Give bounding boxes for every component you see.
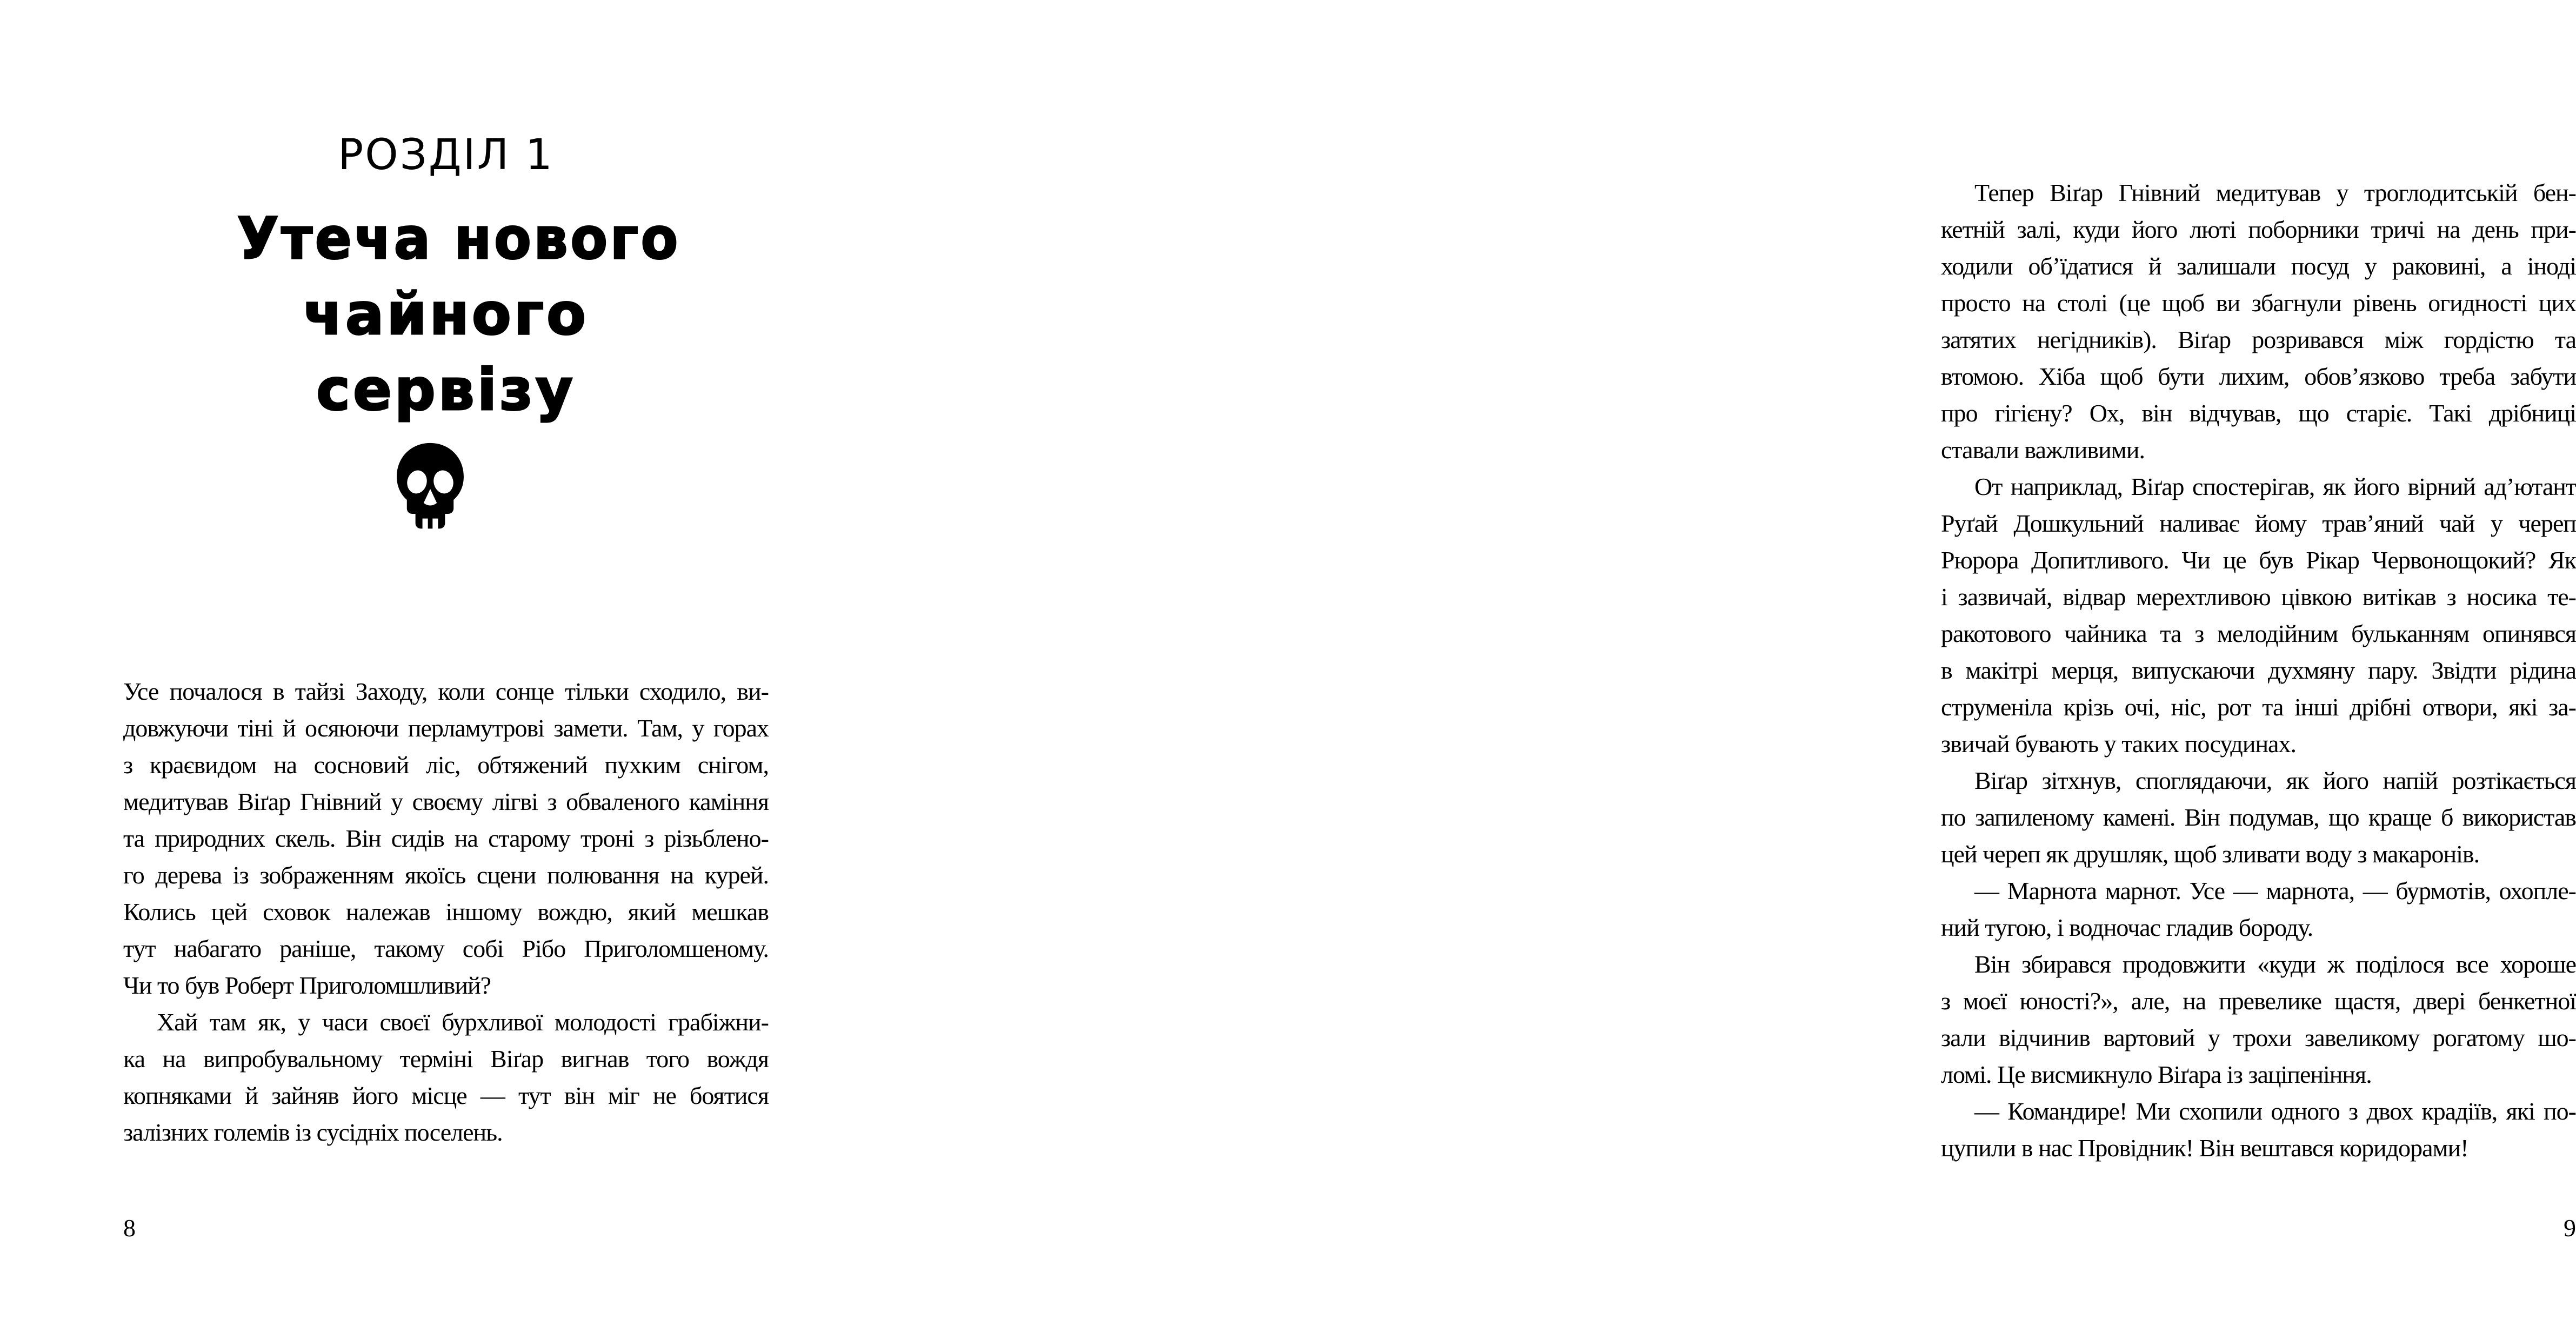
text-line bbox=[123, 1041, 769, 1077]
text-line bbox=[123, 820, 769, 857]
chapter-label: РОЗДІЛ 1 bbox=[338, 131, 554, 179]
text-line-content: втомою. Хіба щоб бути лихим, обов’язково треба забути bbox=[1941, 363, 2576, 390]
text-line bbox=[123, 1004, 769, 1041]
text-line bbox=[1941, 285, 2576, 321]
text-line bbox=[1941, 175, 2576, 211]
text-line-content: залізних големів із сусідніх поселень. bbox=[123, 1118, 503, 1146]
left-page-text bbox=[123, 673, 769, 1151]
text-line bbox=[1941, 321, 2576, 358]
text-line-content: цей череп як друшляк, щоб зливати воду з макаронів. bbox=[1941, 840, 2480, 868]
text-line bbox=[123, 894, 769, 930]
text-line-content: Чи то був Роберт Приголомшливий? bbox=[123, 971, 491, 999]
text-line bbox=[1941, 395, 2576, 432]
skull-icon bbox=[390, 441, 470, 533]
text-line bbox=[123, 930, 769, 967]
text-line bbox=[123, 783, 769, 820]
text-line-content: ходили об’їдатися й залишали посуд у раковині, а іноді bbox=[1941, 252, 2576, 280]
text-line bbox=[1941, 615, 2576, 652]
text-line-content: — Марнота марнот. Усе — марнота, — бурмотів, охопле- bbox=[1974, 877, 2576, 904]
text-line-content: го дерева із зображенням якоїсь сцени полювання на курей. bbox=[123, 861, 769, 889]
text-line bbox=[1941, 836, 2576, 873]
text-line-content: звичай бувають у таких посудинах. bbox=[1941, 730, 2296, 758]
text-line bbox=[1941, 358, 2576, 395]
page-left bbox=[0, 0, 893, 1340]
right-page-text bbox=[1941, 175, 2576, 1167]
text-line-content: тут набагато раніше, такому собі Рібо Приголомшеному. bbox=[123, 935, 769, 962]
text-line-content: довжуючи тіні й осяюючи перламутрові замети. Там, у горах bbox=[123, 714, 769, 742]
chapter-title-line-3: сервізу bbox=[316, 357, 576, 423]
text-line-content: Хай там як, у часи своєї бурхливої молодості грабіжни- bbox=[157, 1008, 769, 1036]
page-number-left: 8 bbox=[123, 1214, 136, 1242]
text-line bbox=[123, 967, 769, 1004]
text-line bbox=[123, 1114, 769, 1151]
text-line bbox=[1941, 983, 2576, 1020]
text-line bbox=[1941, 726, 2576, 762]
chapter-title-line-1: Утеча нового bbox=[237, 205, 680, 272]
text-line-content: медитував Віґар Гнівний у своєму лігві з обваленого каміння bbox=[123, 788, 769, 815]
text-line-content: цупили в нас Провідник! Він вештався коридорами! bbox=[1941, 1134, 2468, 1162]
text-line-content: з краєвидом на сосновий ліс, обтяжений пухким снігом, bbox=[123, 751, 769, 779]
text-line-content: та природних скель. Він сидів на старому троні з різьблено- bbox=[123, 825, 769, 852]
text-line bbox=[1941, 211, 2576, 248]
text-line-content: — Командире! Ми схопили одного з двох крадіїв, які по- bbox=[1974, 1097, 2576, 1125]
text-line-content: ломі. Це висмикнуло Віґара із заціпеніння. bbox=[1941, 1061, 2372, 1088]
text-line-content: зали відчинив вартовий у трохи завеликому рогатому шо- bbox=[1941, 1024, 2576, 1051]
text-line-content: Віґар зітхнув, споглядаючи, як його напій розтікається bbox=[1974, 767, 2576, 794]
text-line-content: і зазвичай, відвар мерехтливою цівкою витікав з носика те- bbox=[1941, 583, 2576, 611]
text-line-content: От наприклад, Віґар спостерігав, як його вірний ад’ютант bbox=[1974, 473, 2576, 500]
text-line-content: про гігієну? Ох, він відчував, що старіє. Такі дрібниці bbox=[1941, 399, 2576, 427]
text-line bbox=[1941, 1020, 2576, 1056]
text-line bbox=[123, 747, 769, 783]
page-right bbox=[893, 0, 2576, 1340]
text-line-content: Руґай Дошкульний наливає йому трав’яний чай у череп bbox=[1941, 510, 2576, 537]
text-line-content: Він збирався продовжити «куди ж поділося все хороше bbox=[1974, 950, 2576, 978]
text-line bbox=[1941, 873, 2576, 909]
text-line bbox=[123, 857, 769, 894]
text-line-content: просто на столі (це щоб ви збагнули рівень огидності цих bbox=[1941, 289, 2576, 317]
text-line bbox=[1941, 799, 2576, 836]
text-line-content: ставали важливими. bbox=[1941, 436, 2145, 464]
text-line bbox=[1941, 248, 2576, 285]
text-line-content: з моєї юності?», але, на превелике щастя, двері бенкетної bbox=[1941, 987, 2576, 1015]
text-line bbox=[1941, 946, 2576, 983]
text-line bbox=[123, 673, 769, 710]
text-line bbox=[1941, 652, 2576, 689]
text-line bbox=[1941, 468, 2576, 505]
text-line-content: в макітрі мерця, випускаючи духмяну пару. Звідти рідина bbox=[1941, 656, 2576, 684]
text-line bbox=[1941, 1130, 2576, 1167]
text-line-content: ракотового чайника та з мелодійним бульканням опинявся bbox=[1941, 620, 2576, 647]
page-number-right: 9 bbox=[2564, 1214, 2576, 1242]
text-line-content: ний тугою, і водночас гладив бороду. bbox=[1941, 914, 2313, 941]
text-line bbox=[123, 1077, 769, 1114]
text-line bbox=[1941, 689, 2576, 726]
text-line-content: Рюрора Допитливого. Чи це був Рікар Червонощокий? Як bbox=[1941, 546, 2576, 574]
text-line-content: Усе почалося в тайзі Заходу, коли сонце тільки сходило, ви- bbox=[123, 678, 769, 705]
text-line-content: Колись цей сховок належав іншому вождю, який мешкав bbox=[123, 898, 769, 926]
text-line-content: по запиленому камені. Він подумав, що краще б використав bbox=[1941, 803, 2576, 831]
text-line-content: струменіла крізь очі, ніс, рот та інші дрібні отвори, які за- bbox=[1941, 693, 2576, 721]
text-line-content: затятих негідників). Віґар розривався між гордістю та bbox=[1941, 326, 2576, 353]
text-line bbox=[1941, 505, 2576, 542]
text-line bbox=[1941, 542, 2576, 579]
text-line-content: копняками й зайняв його місце — тут він міг не боятися bbox=[123, 1082, 769, 1109]
text-line bbox=[123, 710, 769, 747]
text-line bbox=[1941, 1056, 2576, 1093]
text-line-content: Тепер Віґар Гнівний медитував у троглодитській бен- bbox=[1974, 179, 2576, 206]
text-line bbox=[1941, 762, 2576, 799]
text-line-content: кетній залі, куди його люті поборники тричі на день при- bbox=[1941, 216, 2576, 243]
text-line bbox=[1941, 579, 2576, 615]
text-line bbox=[1941, 909, 2576, 946]
chapter-title-line-2: чайного bbox=[303, 281, 589, 347]
text-line bbox=[1941, 432, 2576, 468]
chapter-title bbox=[224, 201, 680, 428]
text-line bbox=[1941, 1093, 2576, 1130]
text-line-content: ка на випробувальному терміні Віґар вигнав того вождя bbox=[123, 1045, 769, 1073]
